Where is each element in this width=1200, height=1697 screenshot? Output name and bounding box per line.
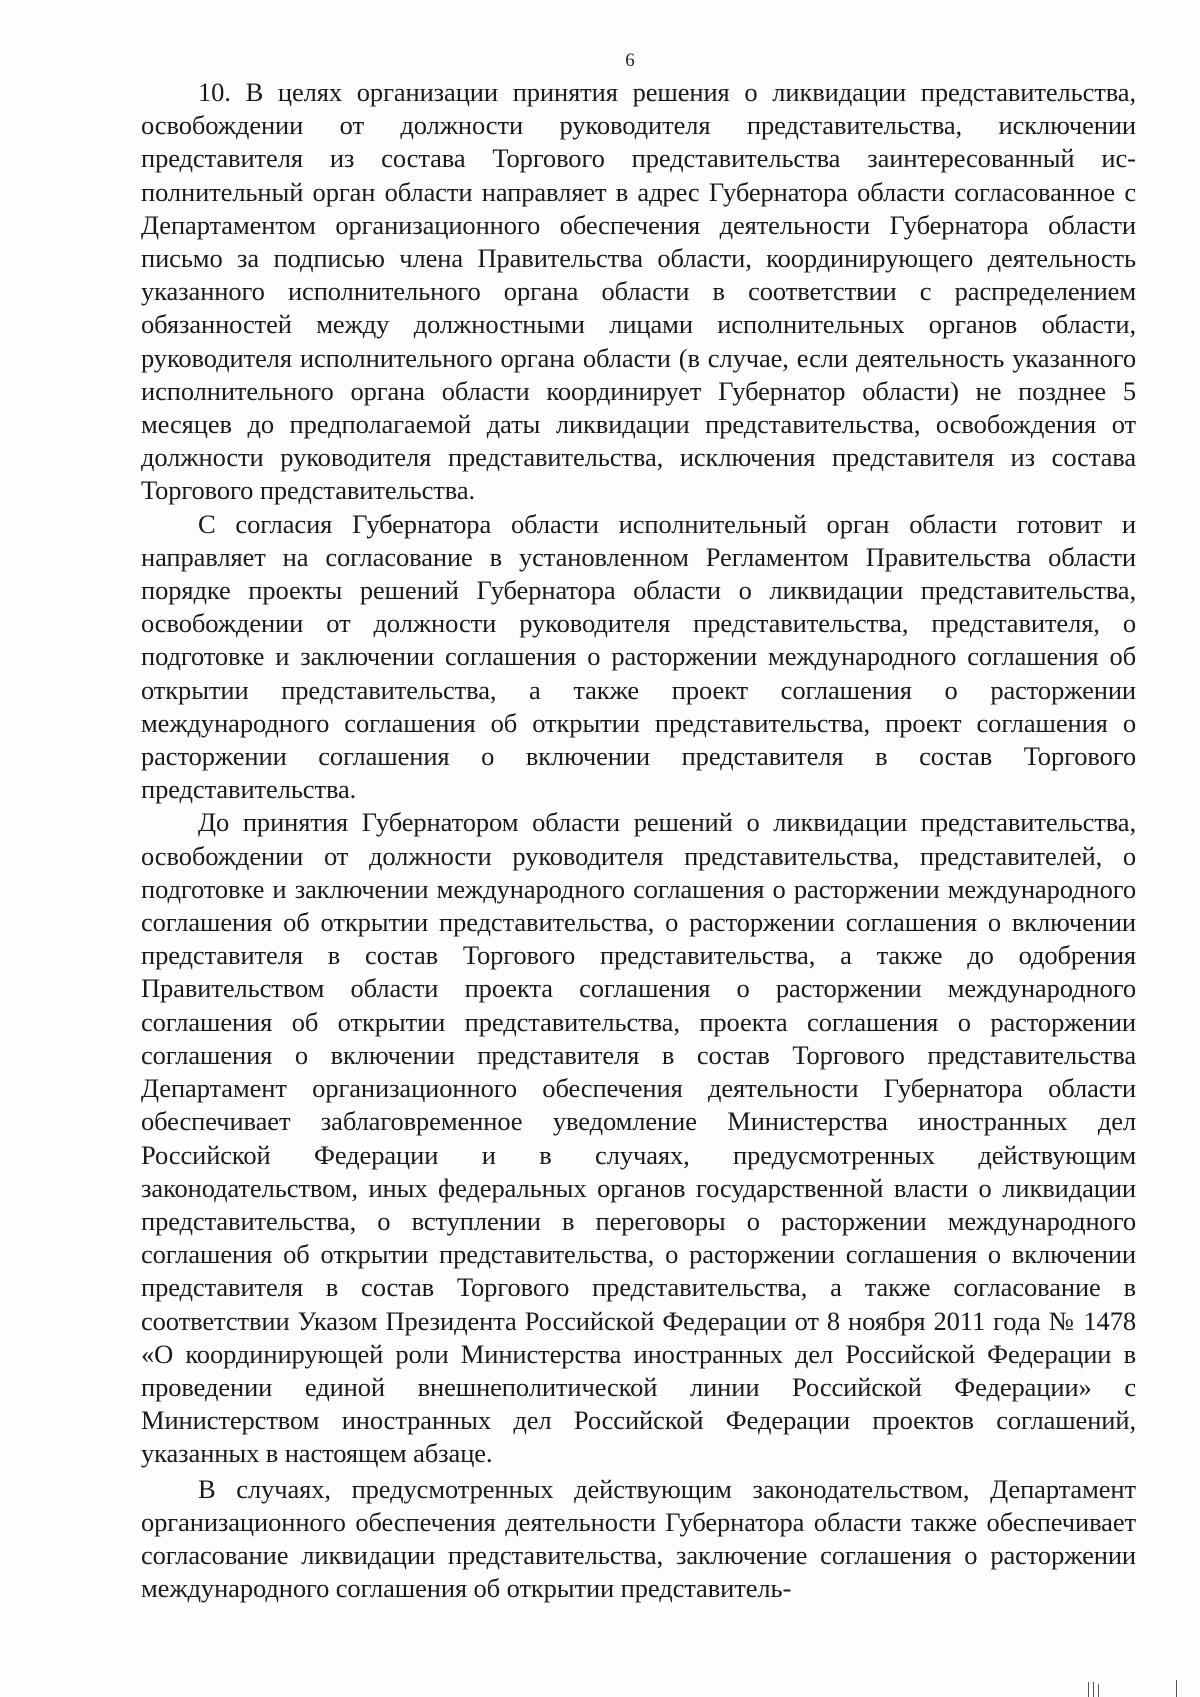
paragraph-legislation-cases: В случаях, предусмотренных действующим законодательством, Департамент организационного обеспечения деятельности Губернатора области также обеспечивает согласование ликвидации представительства, заключение соглашения о расторжении международного соглашения об открытии представитель- (141, 1473, 1136, 1604)
document-body (141, 76, 1136, 1605)
paragraph-10-intro: 10. В целях организации принятия решения о ликвидации представительства, освобождении от должности руководителя представительства, исключении представителя из состава Торгового представительства заинтересованный исполнительный орган области направляет в адрес Губернатора области согласованное с Департаментом организационного обеспечения деятельности Губернатора области письмо за подписью члена Правительства области, координирующего деятельность указанного исполнительного органа области в соответствии с распределением обязанностей между должностными лицами исполнительных органов области, руководителя исполнительного органа области (в случае, если деятельность указанного исполнительного органа области координирует Губернатор области) не позднее 5 месяцев до предполагаемой даты ликвидации представительства, освобождения от должности руководителя представительства, исключения представителя из состава Торгового представительства. (141, 77, 1136, 506)
scan-artifact-mark (1093, 1682, 1094, 1697)
scan-artifact-mark (1098, 1684, 1099, 1697)
paragraph-governor-consent: С согласия Губернатора области исполнительный орган области готовит и направляет на согласование в установленном Регламентом Правительства области порядке проекты решений Губернатора области о ликвидации представительства, освобождении от должности руководителя представительства, представителя, о подготовке и заключении соглашения о расторжении международного соглашения об открытии представительства, а также проект соглашения о расторжении международного соглашения об открытии представительства, проект соглашения о расторжении соглашения о включении представителя в состав Торгового представительства. (141, 508, 1136, 805)
scan-artifact-mark (1176, 1680, 1177, 1697)
scan-artifact-mark (1088, 1682, 1089, 1697)
page-number: 6 (625, 50, 635, 71)
paragraph-mfa-notification: До принятия Губернатором области решений о ликвидации представительства, освобождении от должности руководителя представительства, представителей, о подготовке и заключении международного соглашения о расторжении международного соглашения об открытии представительства, о расторжении соглашения о включении представителя в состав Торгового представительства, а также до одобрения Правительством области проекта соглашения о расторжении международного соглашения об открытии представительства, проекта соглашения о расторжении соглашения о включении представителя в состав Торгового представительства Департамент организационного обеспечения деятельности Губернатора области обеспечивает заблаговременное уведомление Министерства иностранных дел Российской Федерации и в случаях, предусмотренных действующим законодательством, иных федеральных органов государственной власти о ликвидации представительства, о вступлении в переговоры о расторжении международного соглашения об открытии представительства, о расторжении соглашения о включении представителя в состав Торгового представительства, а также согласование в соответствии Указом Президента Российской Федерации от 8 ноября 2011 года № 1478 «О координирующей роли Министерства иностранных дел Российской Федерации в проведении единой внешнеполитической линии Российской Федерации» с Министерством иностранных дел Российской Федерации проектов соглашений, указанных в настоящем абзаце. (141, 807, 1136, 1469)
